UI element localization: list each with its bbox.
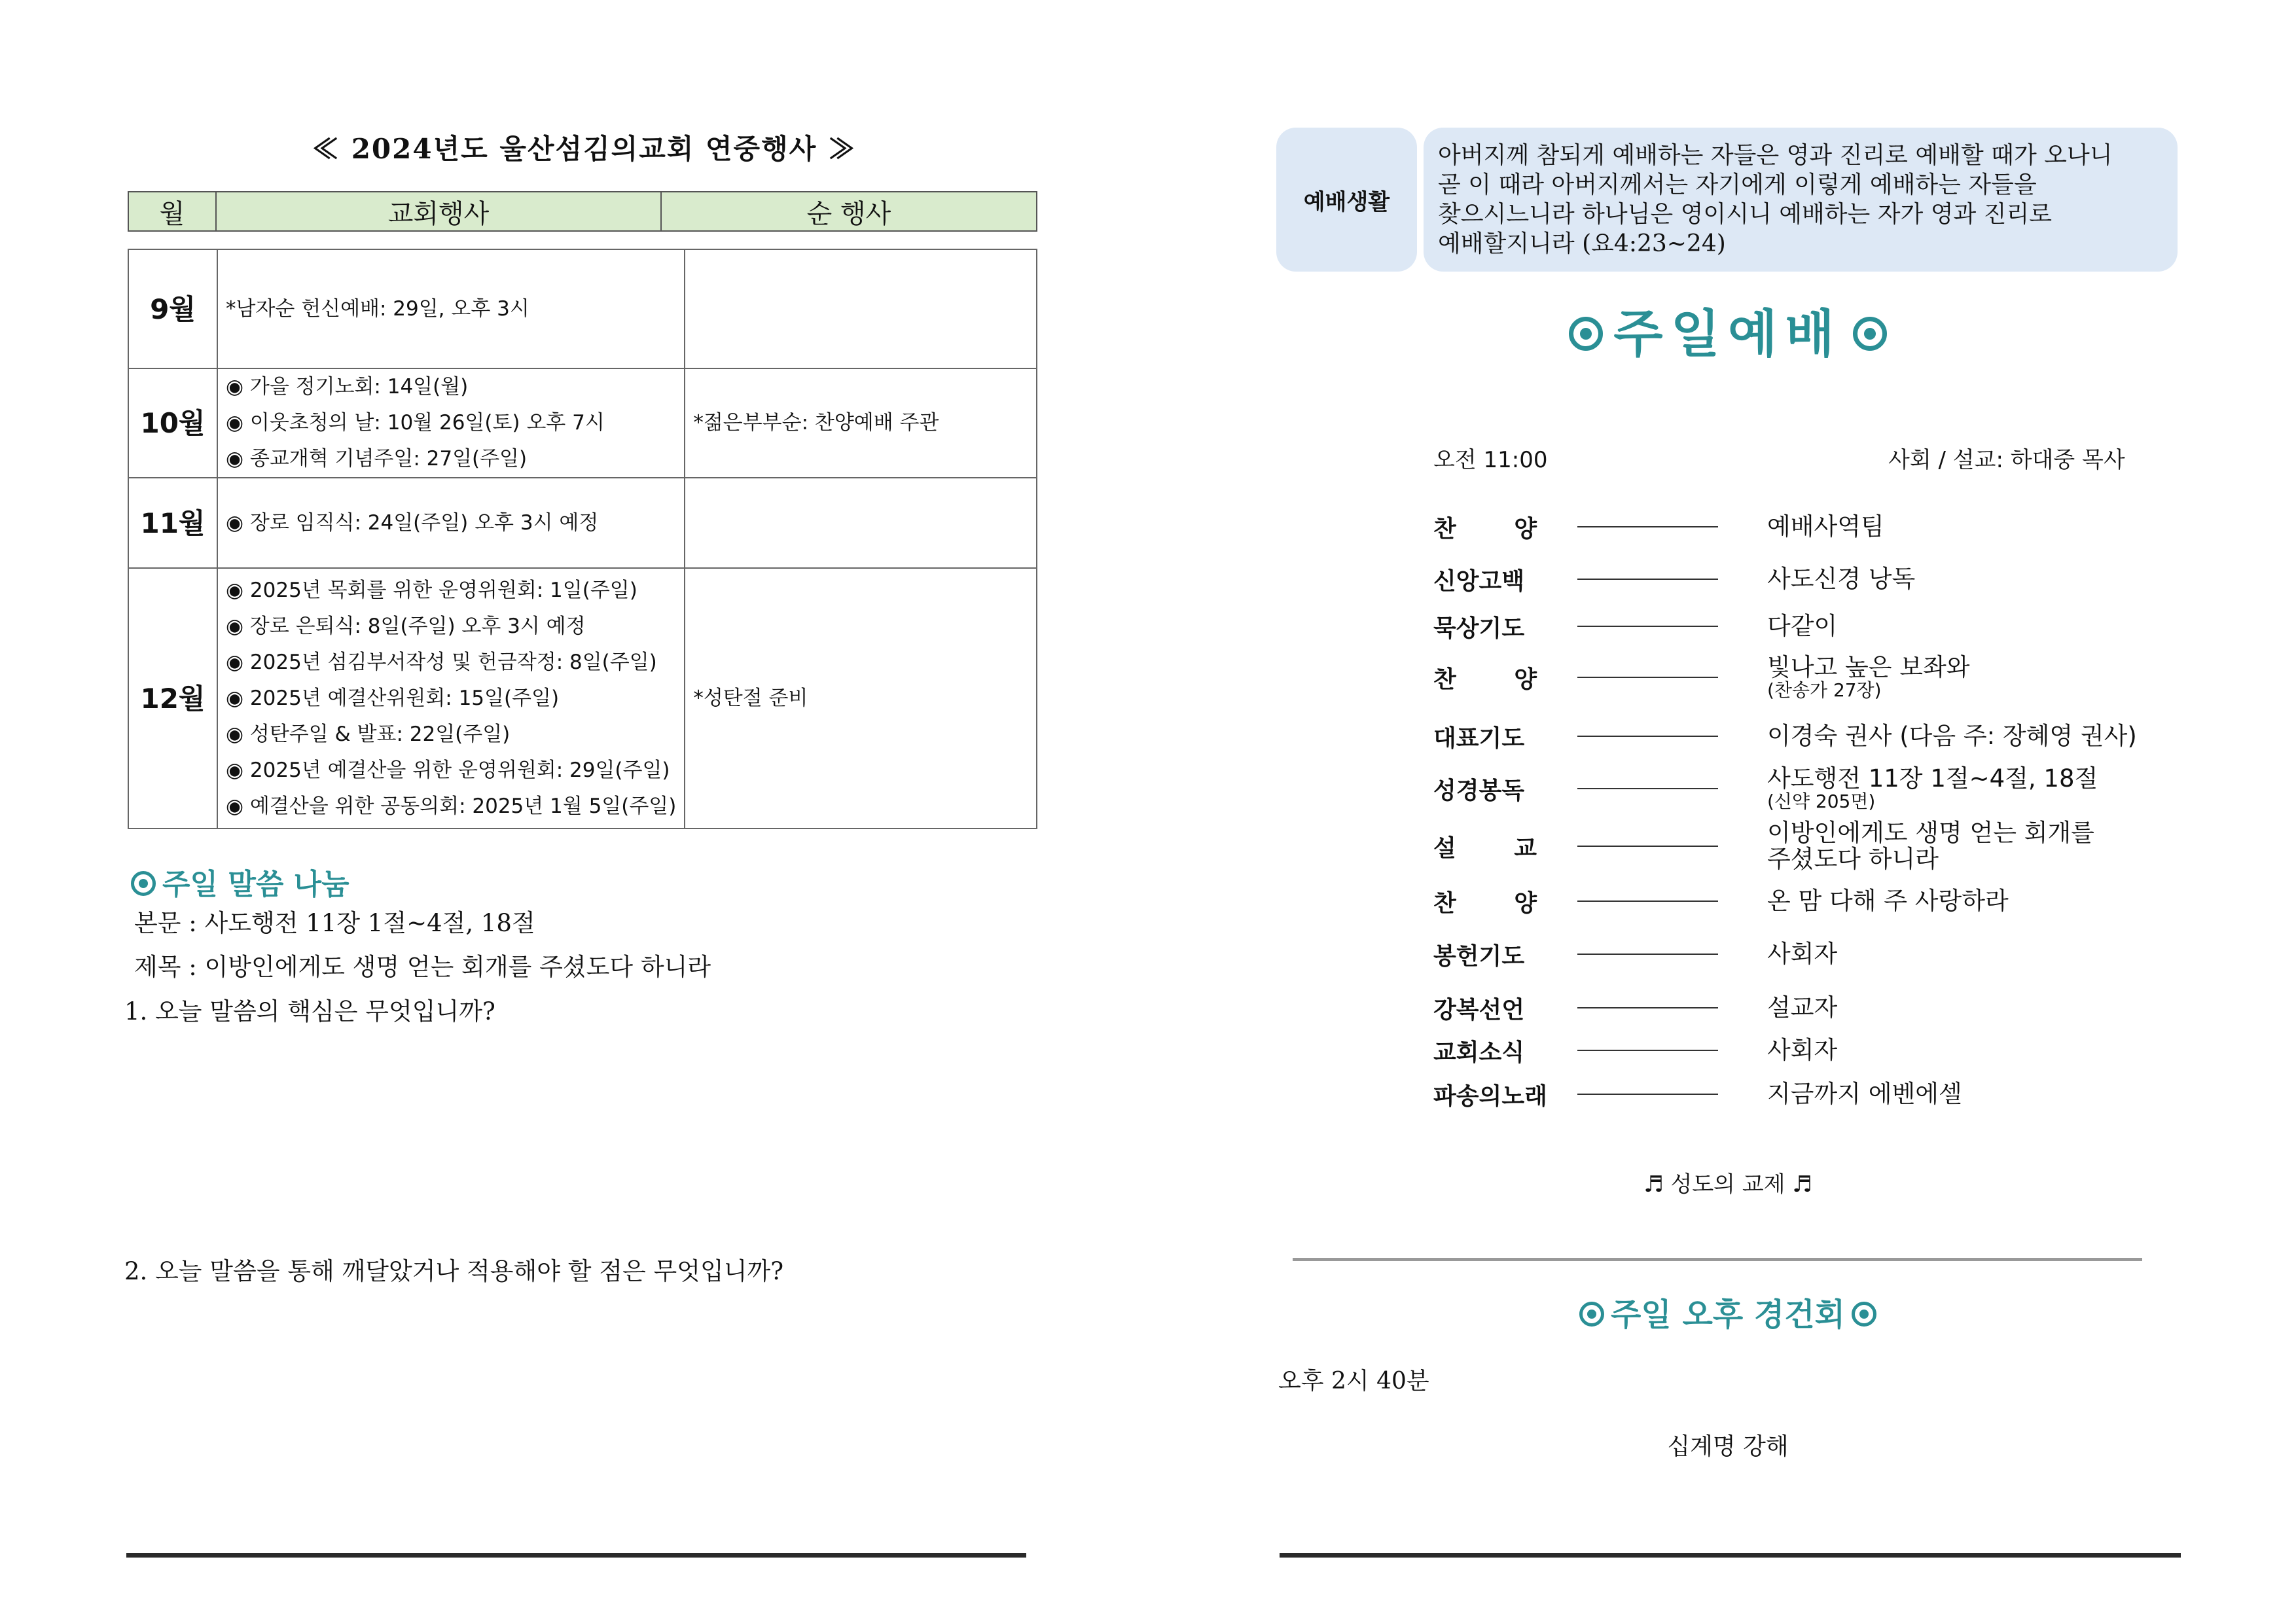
order-value (1767, 613, 1837, 639)
order-label: 설 교 (1433, 834, 1562, 862)
sermon-title-line: 제목 : 이방인에게도 생명 얻는 회개를 주셨도다 하니라 (134, 953, 711, 981)
order-row (1433, 713, 2186, 759)
bullet-circle-icon (1852, 1302, 1876, 1327)
order-label: 대표기도 (1433, 724, 1525, 752)
order-row (1433, 1071, 2186, 1117)
church-events-cell (217, 249, 685, 368)
verse-line: 찾으시느니라 하나님은 영이시니 예배하는 자가 영과 진리로 (1438, 201, 2053, 228)
verse-line: 아버지께 참되게 예배하는 자들은 영과 진리로 예배할 때가 오나니 (1438, 142, 2113, 169)
order-label: 찬 양 (1433, 889, 1562, 917)
leader-line (1577, 788, 1718, 789)
worship-life-tag: 예배생활 (1276, 128, 1417, 272)
order-label: 찬 양 (1433, 515, 1562, 543)
order-value-main: 예배사역팀 (1767, 512, 1884, 541)
order-value (1767, 1081, 1962, 1107)
header-church-events: 교회행사 (217, 192, 662, 230)
month-cell: 11월 (128, 478, 217, 568)
group-events-cell (685, 478, 1037, 568)
question-1: 1. 오늘 말씀의 핵심은 무엇입니까? (124, 997, 495, 1026)
sunday-service-title: 주일예배 (1276, 293, 2179, 366)
order-value (1767, 766, 2098, 812)
order-value (1767, 1037, 1837, 1063)
church-events-cell (217, 478, 685, 568)
order-label: 신앙고백 (1433, 567, 1525, 595)
order-value-main: 이경숙 권사 (다음 주: 장혜영 권사) (1767, 722, 2137, 750)
event-item: *남자순 헌신예배: 29일, 오후 3시 (226, 296, 529, 321)
divider-line (1293, 1258, 2142, 1261)
order-value (1767, 723, 2137, 749)
order-value-main: 사회자 (1767, 1036, 1838, 1064)
order-label: 파송의노래 (1433, 1082, 1547, 1110)
order-value (1767, 654, 1969, 700)
event-item: ◉ 이웃초청의 날: 10월 26일(토) 오후 7시 (226, 411, 605, 435)
group-events-cell: *성탄절 준비 (685, 568, 1037, 829)
table-row (128, 568, 1037, 829)
order-label: 교회소식 (1433, 1039, 1525, 1066)
table-row (128, 368, 1037, 478)
bullet-circle-icon (131, 871, 156, 896)
order-value-main: 사도행전 11장 1절~4절, 18절 (1767, 764, 2098, 793)
order-value-main: 설교자 (1767, 993, 1838, 1022)
order-value-main: 이방인에게도 생명 얻는 회개를 (1767, 819, 2094, 847)
verse-line: 곧 이 때라 아버지께서는 자기에게 이렇게 예배하는 자들을 (1438, 171, 2037, 198)
leader-line (1577, 901, 1718, 902)
order-row (1433, 878, 2186, 924)
month-cell: 9월 (128, 249, 217, 368)
order-value-main: 다같이 (1767, 612, 1838, 640)
order-row (1433, 766, 2186, 812)
event-item: ◉ 장로 은퇴식: 8일(주일) 오후 3시 예정 (226, 614, 586, 638)
bullet-circle-icon (1853, 317, 1887, 351)
service-officiant: 사회 / 설교: 하대중 목사 (1888, 447, 2125, 473)
order-value (1767, 820, 2094, 872)
event-item: ◉ 2025년 예결산을 위한 운영위원회: 29일(주일) (226, 758, 670, 782)
divider-line (1280, 1553, 2181, 1558)
event-item: ◉ 종교개혁 기념주일: 27일(주일) (226, 447, 528, 471)
sermon-text-line: 본문 : 사도행전 11장 1절~4절, 18절 (134, 909, 535, 937)
event-item: ◉ 장로 임직식: 24일(주일) 오후 3시 예정 (226, 510, 599, 535)
bullet-circle-icon (1579, 1302, 1604, 1327)
leader-line (1577, 626, 1718, 627)
order-value-main: 빛나고 높은 보좌와 (1767, 653, 1970, 681)
header-month: 월 (129, 192, 217, 230)
month-cell: 10월 (128, 368, 217, 478)
order-value (1767, 888, 2009, 914)
order-label: 강복선언 (1433, 996, 1525, 1024)
order-row (1433, 654, 2186, 700)
order-row (1433, 603, 2186, 649)
order-value-sub: (신약 205면) (1767, 791, 1876, 812)
order-value (1767, 566, 1915, 592)
leader-line (1577, 1094, 1718, 1095)
bullet-circle-icon (1569, 317, 1603, 351)
table-row (128, 249, 1037, 368)
leader-line (1577, 526, 1718, 527)
leader-line (1577, 579, 1718, 580)
order-value-main: 지금까지 에벤에셀 (1767, 1080, 1962, 1108)
group-events-cell: *젊은부부순: 찬양예배 주관 (685, 368, 1037, 478)
leader-line (1577, 1050, 1718, 1051)
sermon-sharing-heading: 주일 말씀 나눔 (124, 861, 350, 902)
church-events-cell (217, 568, 685, 829)
afternoon-service-time: 오후 2시 40분 (1278, 1368, 1429, 1395)
leader-line (1577, 677, 1718, 678)
service-time: 오전 11:00 (1433, 447, 1548, 473)
order-row (1433, 504, 2186, 550)
order-label: 찬 양 (1433, 666, 1562, 693)
verse-line: 예배할지니라 (요4:23~24) (1438, 230, 1726, 257)
order-value-main: 사회자 (1767, 940, 1838, 968)
divider-line (126, 1553, 1026, 1558)
event-item: ◉ 예결산을 위한 공동의회: 2025년 1월 5일(주일) (226, 794, 677, 818)
header-group-events: 순 행사 (806, 198, 891, 229)
events-title: ≪ 2024년도 울산섬김의교회 연중행사 ≫ (312, 133, 857, 165)
order-value-main: 사도신경 낭독 (1767, 565, 1916, 593)
order-row (1433, 931, 2186, 977)
order-value (1767, 514, 1884, 540)
group-events-cell (685, 249, 1037, 368)
leader-line (1577, 736, 1718, 737)
event-item: ◉ 가을 정기노회: 14일(월) (226, 375, 469, 399)
order-row (1433, 556, 2186, 602)
event-item: ◉ 2025년 섬김부서작성 및 헌금작정: 8일(주일) (226, 650, 657, 674)
events-table-header (128, 191, 1037, 232)
question-2: 2. 오늘 말씀을 통해 깨달았거나 적용해야 할 점은 무엇입니까? (124, 1257, 784, 1285)
verse-box (1424, 128, 2178, 272)
order-value-sub: 주셨도다 하니라 (1767, 845, 1939, 873)
benediction-line: ♬ 성도의 교제 ♬ (1643, 1171, 1812, 1198)
leader-line (1577, 846, 1718, 847)
event-item: ◉ 2025년 예결산위원회: 15일(주일) (226, 686, 560, 710)
order-row (1433, 985, 2186, 1031)
events-table (128, 249, 1037, 829)
order-row (1433, 819, 2186, 873)
table-row (128, 478, 1037, 568)
event-item: ◉ 2025년 목회를 위한 운영위원회: 1일(주일) (226, 578, 637, 602)
event-item: ◉ 성탄주일 & 발표: 22일(주일) (226, 722, 511, 746)
leader-line (1577, 954, 1718, 955)
church-events-cell (217, 368, 685, 478)
order-row (1433, 1027, 2186, 1073)
leader-line (1577, 1007, 1718, 1008)
order-value (1767, 995, 1837, 1021)
order-label: 묵상기도 (1433, 615, 1525, 642)
order-value (1767, 941, 1837, 967)
afternoon-service-topic: 십계명 강해 (1667, 1433, 1789, 1460)
order-value-sub: (찬송가 27장) (1767, 679, 1882, 701)
order-label: 봉헌기도 (1433, 942, 1525, 970)
afternoon-service-title: 주일 오후 경건회 (1276, 1289, 2179, 1334)
order-value-main: 온 맘 다해 주 사랑하라 (1767, 887, 2009, 915)
order-label: 성경봉독 (1433, 777, 1525, 804)
month-cell: 12월 (128, 568, 217, 829)
